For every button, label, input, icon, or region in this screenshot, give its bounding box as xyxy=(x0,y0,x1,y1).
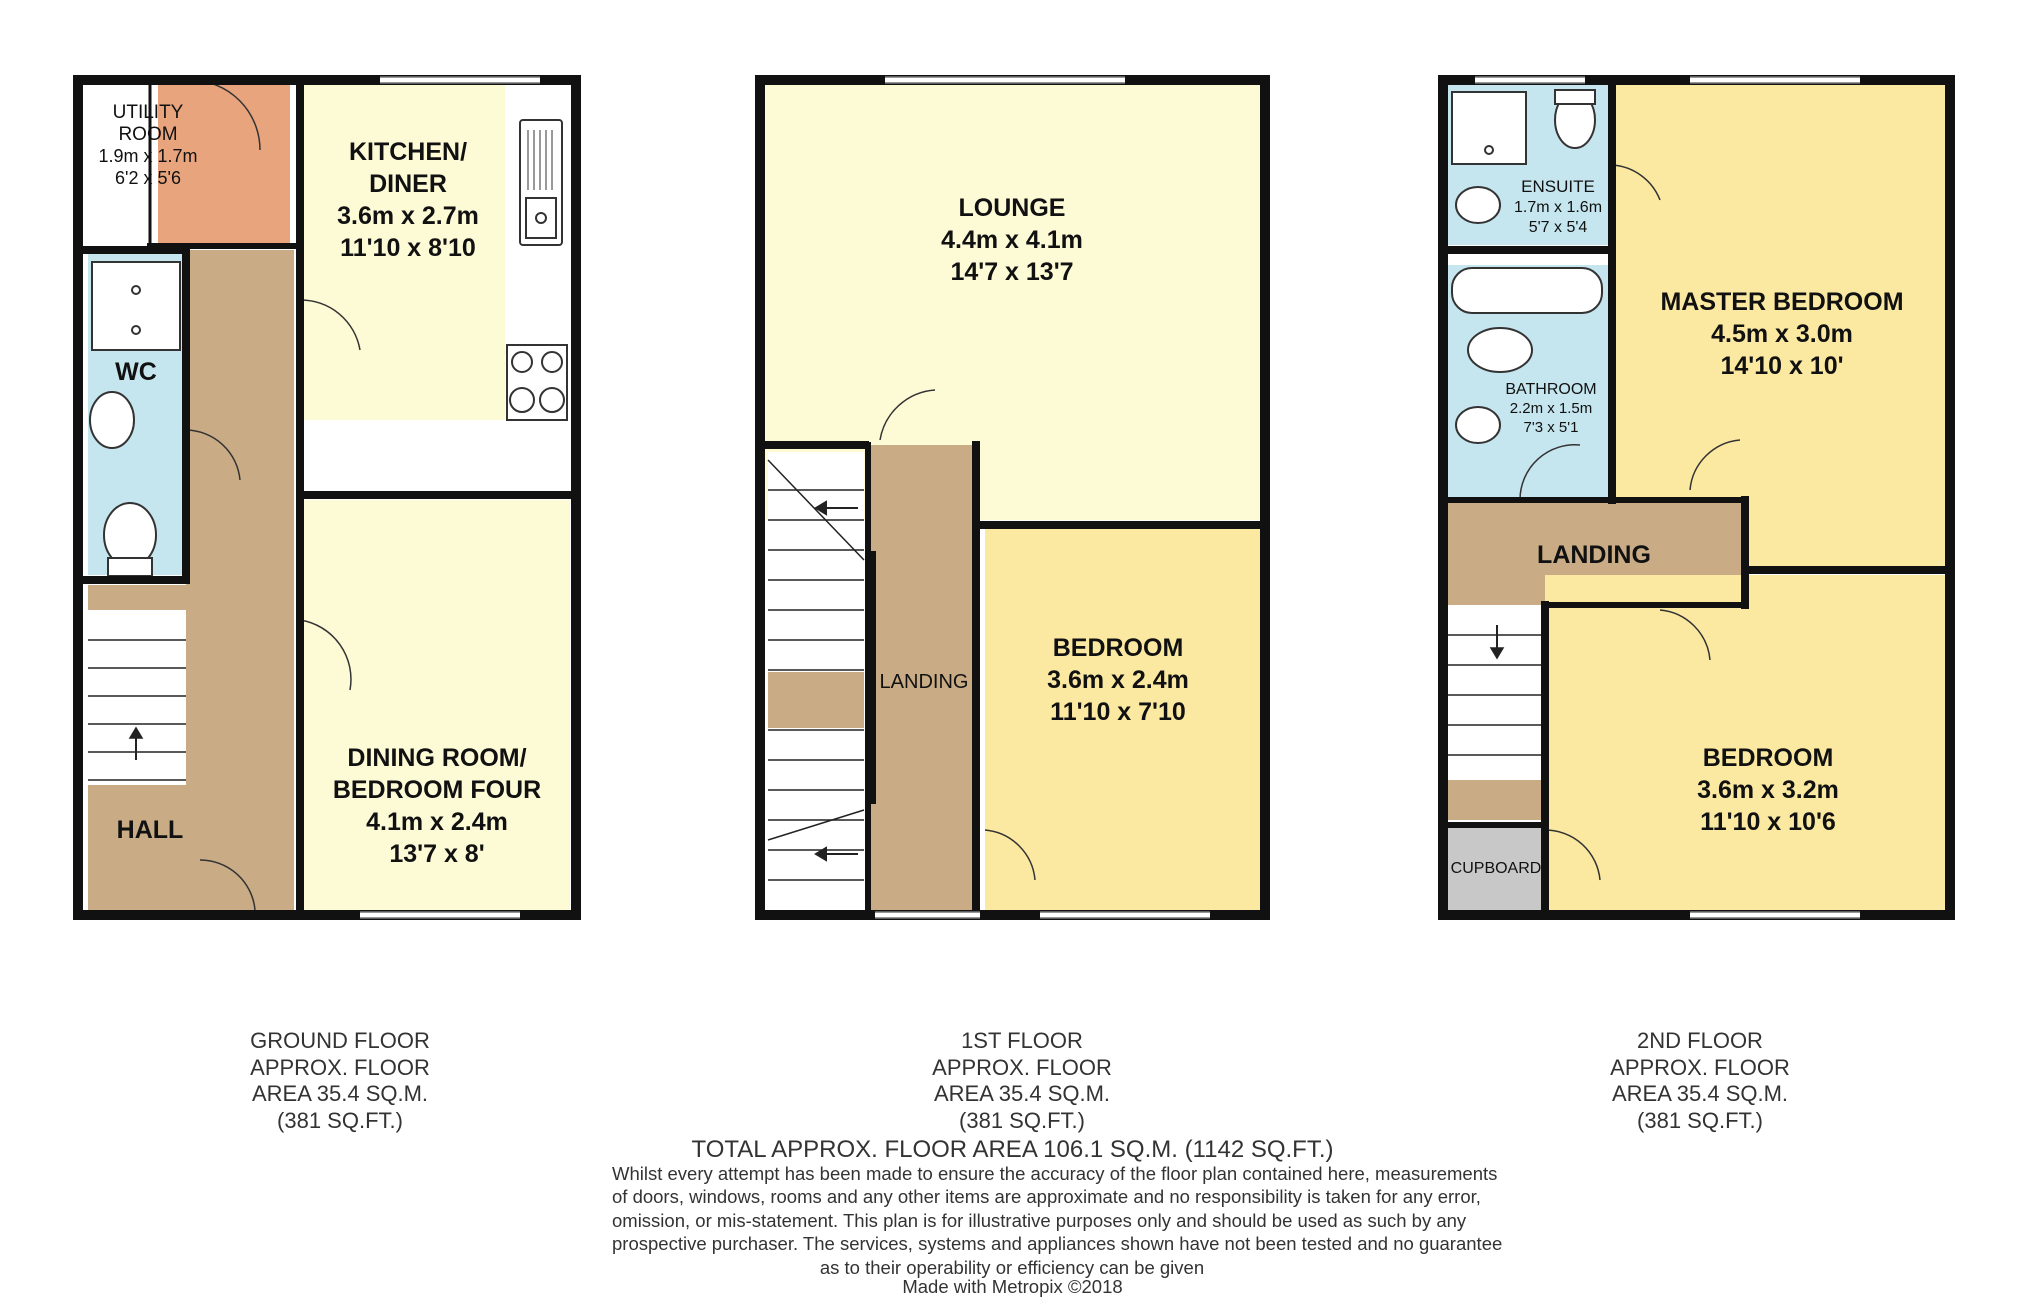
first-floor-plan xyxy=(760,77,1265,918)
lounge-label: LOUNGE xyxy=(958,194,1066,222)
second-floor-caption-line: 2ND FLOOR xyxy=(1637,1028,1763,1053)
utility-room-imperial: 6'2 x 5'6 xyxy=(115,168,181,188)
dining-room-imperial: 13'7 x 8' xyxy=(389,840,485,868)
utility-room-metric: 1.9m x 1.7m xyxy=(98,146,198,166)
dining-room-metric: 4.1m x 2.4m xyxy=(366,808,508,836)
second-bedroom-metric: 3.6m x 3.2m xyxy=(1697,776,1839,804)
dining-room-label-2: BEDROOM FOUR xyxy=(332,776,542,804)
hall-label: HALL xyxy=(116,816,184,844)
second-bedroom-label: BEDROOM xyxy=(1702,744,1834,772)
bathroom-label: BATHROOM xyxy=(1505,381,1597,398)
first-bedroom-metric: 3.6m x 2.4m xyxy=(1047,666,1189,694)
disclaimer-line: of doors, windows, rooms and any other items are approximate and no responsibility is taken for any error, xyxy=(612,1186,1481,1208)
utility-room-label-2: ROOM xyxy=(118,124,178,145)
first-floor-caption xyxy=(882,1028,1162,1134)
ground-floor-caption-line: (381 SQ.FT.) xyxy=(277,1107,403,1133)
first-floor-caption-line: AREA 35.4 SQ.M. xyxy=(933,1081,1111,1106)
disclaimer xyxy=(612,1162,1503,1279)
kitchen-metric: 3.6m x 2.7m xyxy=(337,202,479,230)
credit-line: Made with Metropix ©2018 xyxy=(902,1276,1123,1297)
master-bedroom-label: MASTER BEDROOM xyxy=(1660,288,1904,316)
first-landing-label: LANDING xyxy=(879,671,969,693)
second-floor-caption xyxy=(1560,1028,1840,1134)
first-floor-caption-line: 1ST FLOOR xyxy=(961,1028,1083,1053)
ground-floor-caption-line: GROUND FLOOR xyxy=(250,1028,430,1053)
ground-floor-caption-line: AREA 35.4 SQ.M. xyxy=(251,1081,429,1106)
kitchen-worktop-bottom xyxy=(300,420,570,490)
ensuite-metric: 1.7m x 1.6m xyxy=(1513,199,1603,216)
disclaimer-line: Whilst every attempt has been made to ensure the accuracy of the floor plan contained here, measurements xyxy=(612,1163,1498,1184)
ground-floor-plan xyxy=(78,77,576,918)
lounge-metric: 4.4m x 4.1m xyxy=(941,226,1083,254)
dining-room-label: DINING ROOM/ xyxy=(347,744,527,772)
cupboard-label: CUPBOARD xyxy=(1450,860,1542,877)
kitchen-label-2: DINER xyxy=(369,170,447,198)
utility-room-label: UTILITY xyxy=(112,102,184,123)
total-floor-area: TOTAL APPROX. FLOOR AREA 106.1 SQ.M. (1142 SQ.FT.) xyxy=(691,1136,1334,1163)
first-bedroom-imperial: 11'10 x 7'10 xyxy=(1050,698,1186,726)
bathroom-metric: 2.2m x 1.5m xyxy=(1509,400,1593,417)
master-bedroom-imperial: 14'10 x 10' xyxy=(1720,352,1844,380)
master-bedroom-metric: 4.5m x 3.0m xyxy=(1711,320,1853,348)
ground-floor-caption-line: APPROX. FLOOR xyxy=(250,1054,430,1080)
first-floor-caption-line: (381 SQ.FT.) xyxy=(959,1107,1085,1133)
disclaimer-line: as to their operability or efficiency can be given xyxy=(819,1256,1205,1278)
second-bedroom-imperial: 11'10 x 10'6 xyxy=(1700,808,1836,836)
kitchen-imperial: 11'10 x 8'10 xyxy=(340,234,476,262)
ground-floor-caption xyxy=(200,1028,480,1134)
wc-label: WC xyxy=(115,358,157,386)
lounge-imperial: 14'7 x 13'7 xyxy=(950,258,1074,286)
second-landing-label: LANDING xyxy=(1537,541,1651,569)
ensuite-imperial: 5'7 x 5'4 xyxy=(1528,219,1588,236)
first-floor-caption-line: APPROX. FLOOR xyxy=(932,1054,1112,1080)
disclaimer-line: prospective purchaser. The services, systems and appliances shown have not been tested and no guarantee xyxy=(612,1233,1503,1255)
second-stairs-landing xyxy=(1448,780,1545,820)
second-floor-caption-line: AREA 35.4 SQ.M. xyxy=(1611,1081,1789,1106)
first-bedroom-label: BEDROOM xyxy=(1052,634,1184,662)
second-floor-caption-line: APPROX. FLOOR xyxy=(1610,1054,1790,1080)
ensuite-label: ENSUITE xyxy=(1521,177,1595,196)
bathroom-imperial: 7'3 x 5'1 xyxy=(1523,419,1579,436)
second-floor-caption-line: (381 SQ.FT.) xyxy=(1637,1107,1763,1133)
kitchen-label: KITCHEN/ xyxy=(348,138,468,166)
first-stairs-break xyxy=(768,672,864,728)
second-floor-plan xyxy=(1443,77,1950,918)
disclaimer-line: omission, or mis-statement. This plan is for illustrative purposes only and should be used as such by any xyxy=(612,1209,1467,1231)
second-bedroom-fill xyxy=(1545,575,1945,910)
hall-fill xyxy=(186,250,294,910)
